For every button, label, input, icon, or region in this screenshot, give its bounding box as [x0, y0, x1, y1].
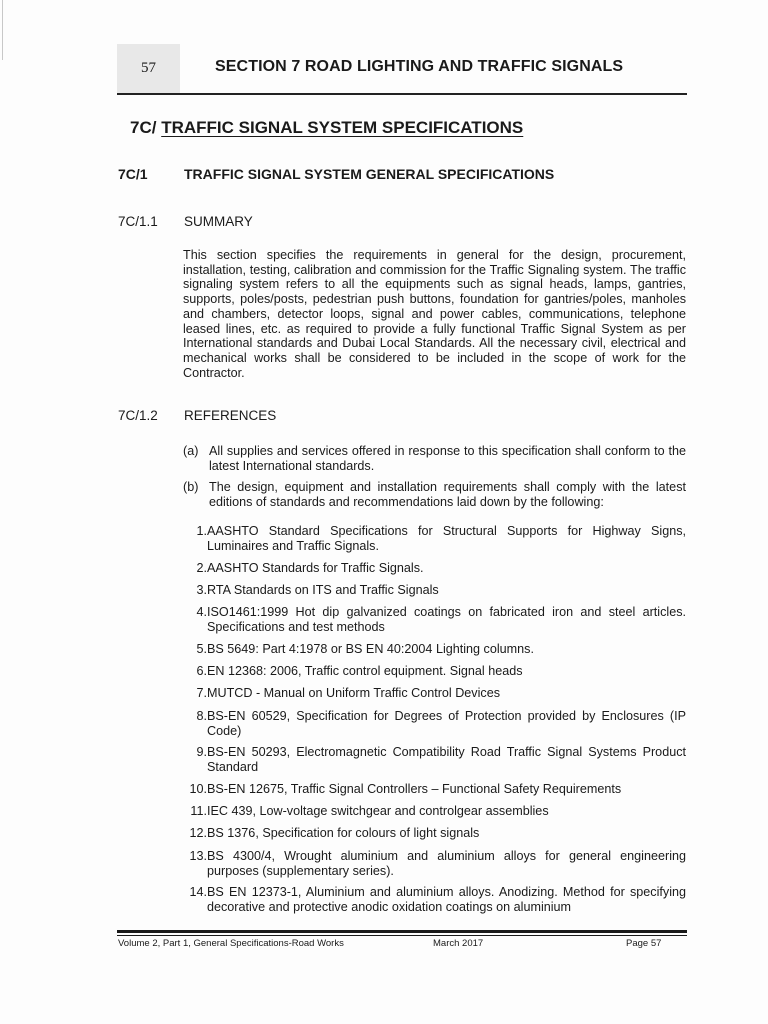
reference-clause-a	[183, 444, 686, 473]
item-number: 7.	[196, 686, 207, 700]
subsection-code: 7C/1	[118, 166, 148, 182]
reference-item-11	[183, 804, 686, 819]
item-number: 10.	[189, 782, 207, 796]
section-title: SECTION 7 ROAD LIGHTING AND TRAFFIC SIGNALS	[215, 58, 624, 75]
chapter-code: 7C/	[130, 118, 157, 137]
reference-item-3	[183, 583, 686, 598]
item-number: 12.	[189, 826, 207, 840]
reference-item-4	[183, 605, 686, 634]
footer-divider-thick	[117, 930, 687, 933]
clause-text: The design, equipment and installation requirements shall comply with the latest editions of standards and recommendations laid down by the following:	[209, 480, 686, 509]
reference-item-14	[183, 885, 686, 914]
summary-code: 7C/1.1	[118, 214, 158, 229]
item-number: 1.	[196, 524, 207, 538]
reference-item-1	[183, 524, 686, 553]
reference-item-8	[183, 709, 686, 738]
item-text: IEC 439, Low-voltage switchgear and controlgear assemblies	[207, 804, 549, 818]
item-text: BS 4300/4, Wrought aluminium and aluminium alloys for general engineering purposes (supplementary series).	[207, 849, 686, 878]
references-code: 7C/1.2	[118, 408, 158, 423]
item-text: AASHTO Standards for Traffic Signals.	[207, 561, 424, 575]
reference-item-10	[183, 782, 686, 797]
reference-item-6	[183, 664, 686, 679]
item-number: 5.	[196, 642, 207, 656]
reference-item-13	[183, 849, 686, 878]
footer-date: March 2017	[433, 938, 484, 949]
clause-marker: (b)	[183, 480, 199, 494]
footer-document-title: Volume 2, Part 1, General Specifications-Road Works	[118, 938, 344, 949]
clause-marker: (a)	[183, 444, 199, 458]
item-text: RTA Standards on ITS and Traffic Signals	[207, 583, 439, 597]
page-edge-mark	[2, 0, 3, 60]
item-number: 3.	[196, 583, 207, 597]
item-number: 6.	[196, 664, 207, 678]
header-divider	[117, 93, 687, 95]
item-number: 4.	[196, 605, 207, 619]
item-text: EN 12368: 2006, Traffic control equipment. Signal heads	[207, 664, 523, 678]
reference-item-9	[183, 745, 686, 774]
reference-item-7	[183, 686, 686, 701]
item-number: 11.	[190, 804, 207, 818]
reference-clause-b	[183, 480, 686, 509]
item-text: BS 1376, Specification for colours of light signals	[207, 826, 480, 840]
references-title: REFERENCES	[184, 408, 277, 423]
item-number: 9.	[196, 745, 207, 759]
reference-item-12	[183, 826, 686, 841]
item-number: 2.	[196, 561, 207, 575]
chapter-title	[130, 118, 523, 138]
item-text: BS-EN 60529, Specification for Degrees of Protection provided by Enclosures (IP Code)	[207, 709, 686, 738]
item-text: ISO1461:1999 Hot dip galvanized coatings on fabricated iron and steel articles. Specifications and test methods	[207, 605, 686, 634]
item-number: 8.	[196, 709, 207, 723]
item-number: 13.	[189, 849, 207, 863]
summary-paragraph: This section specifies the requirements in general for the design, procurement, installation, testing, calibration and commission for the Traffic Signaling system. The traffic signaling system refers to all the equipments such as signal heads, lamps, gantries, supports, poles/posts, pedestrian push buttons, foundation for gantries/poles, manholes and chambers, detector loops, signal and power cables, communications, telephone leased lines, etc. as required to provide a fully functional Traffic Signal System as per International standards and Dubai Local Standards. All the necessary civil, electrical and mechanical works shall be considered to be included in the scope of work for the Contractor.	[183, 248, 686, 380]
chapter-title-text: TRAFFIC SIGNAL SYSTEM SPECIFICATIONS	[161, 118, 524, 137]
footer-page-number: Page 57	[626, 938, 662, 949]
item-text: BS 5649: Part 4:1978 or BS EN 40:2004 Lighting columns.	[207, 642, 534, 656]
reference-item-5	[183, 642, 686, 657]
page-number: 57	[141, 60, 156, 76]
subsection-title: TRAFFIC SIGNAL SYSTEM GENERAL SPECIFICATIONS	[184, 166, 555, 182]
item-text: BS EN 12373-1, Aluminium and aluminium alloys. Anodizing. Method for specifying decorative and protective anodic oxidation coatings on aluminium	[207, 885, 686, 914]
item-text: BS-EN 12675, Traffic Signal Controllers – Functional Safety Requirements	[207, 782, 622, 796]
footer-divider-thin	[117, 935, 687, 936]
item-number: 14.	[189, 885, 207, 899]
page-number-box	[117, 44, 180, 93]
item-text: BS-EN 50293, Electromagnetic Compatibility Road Traffic Signal Systems Product Standard	[207, 745, 686, 774]
reference-item-2	[183, 561, 686, 576]
item-text: AASHTO Standard Specifications for Structural Supports for Highway Signs, Luminaires and Traffic Signals.	[207, 524, 686, 553]
clause-text: All supplies and services offered in response to this specification shall conform to the latest International standards.	[209, 444, 686, 473]
item-text: MUTCD - Manual on Uniform Traffic Control Devices	[207, 686, 501, 700]
summary-title: SUMMARY	[184, 214, 253, 229]
